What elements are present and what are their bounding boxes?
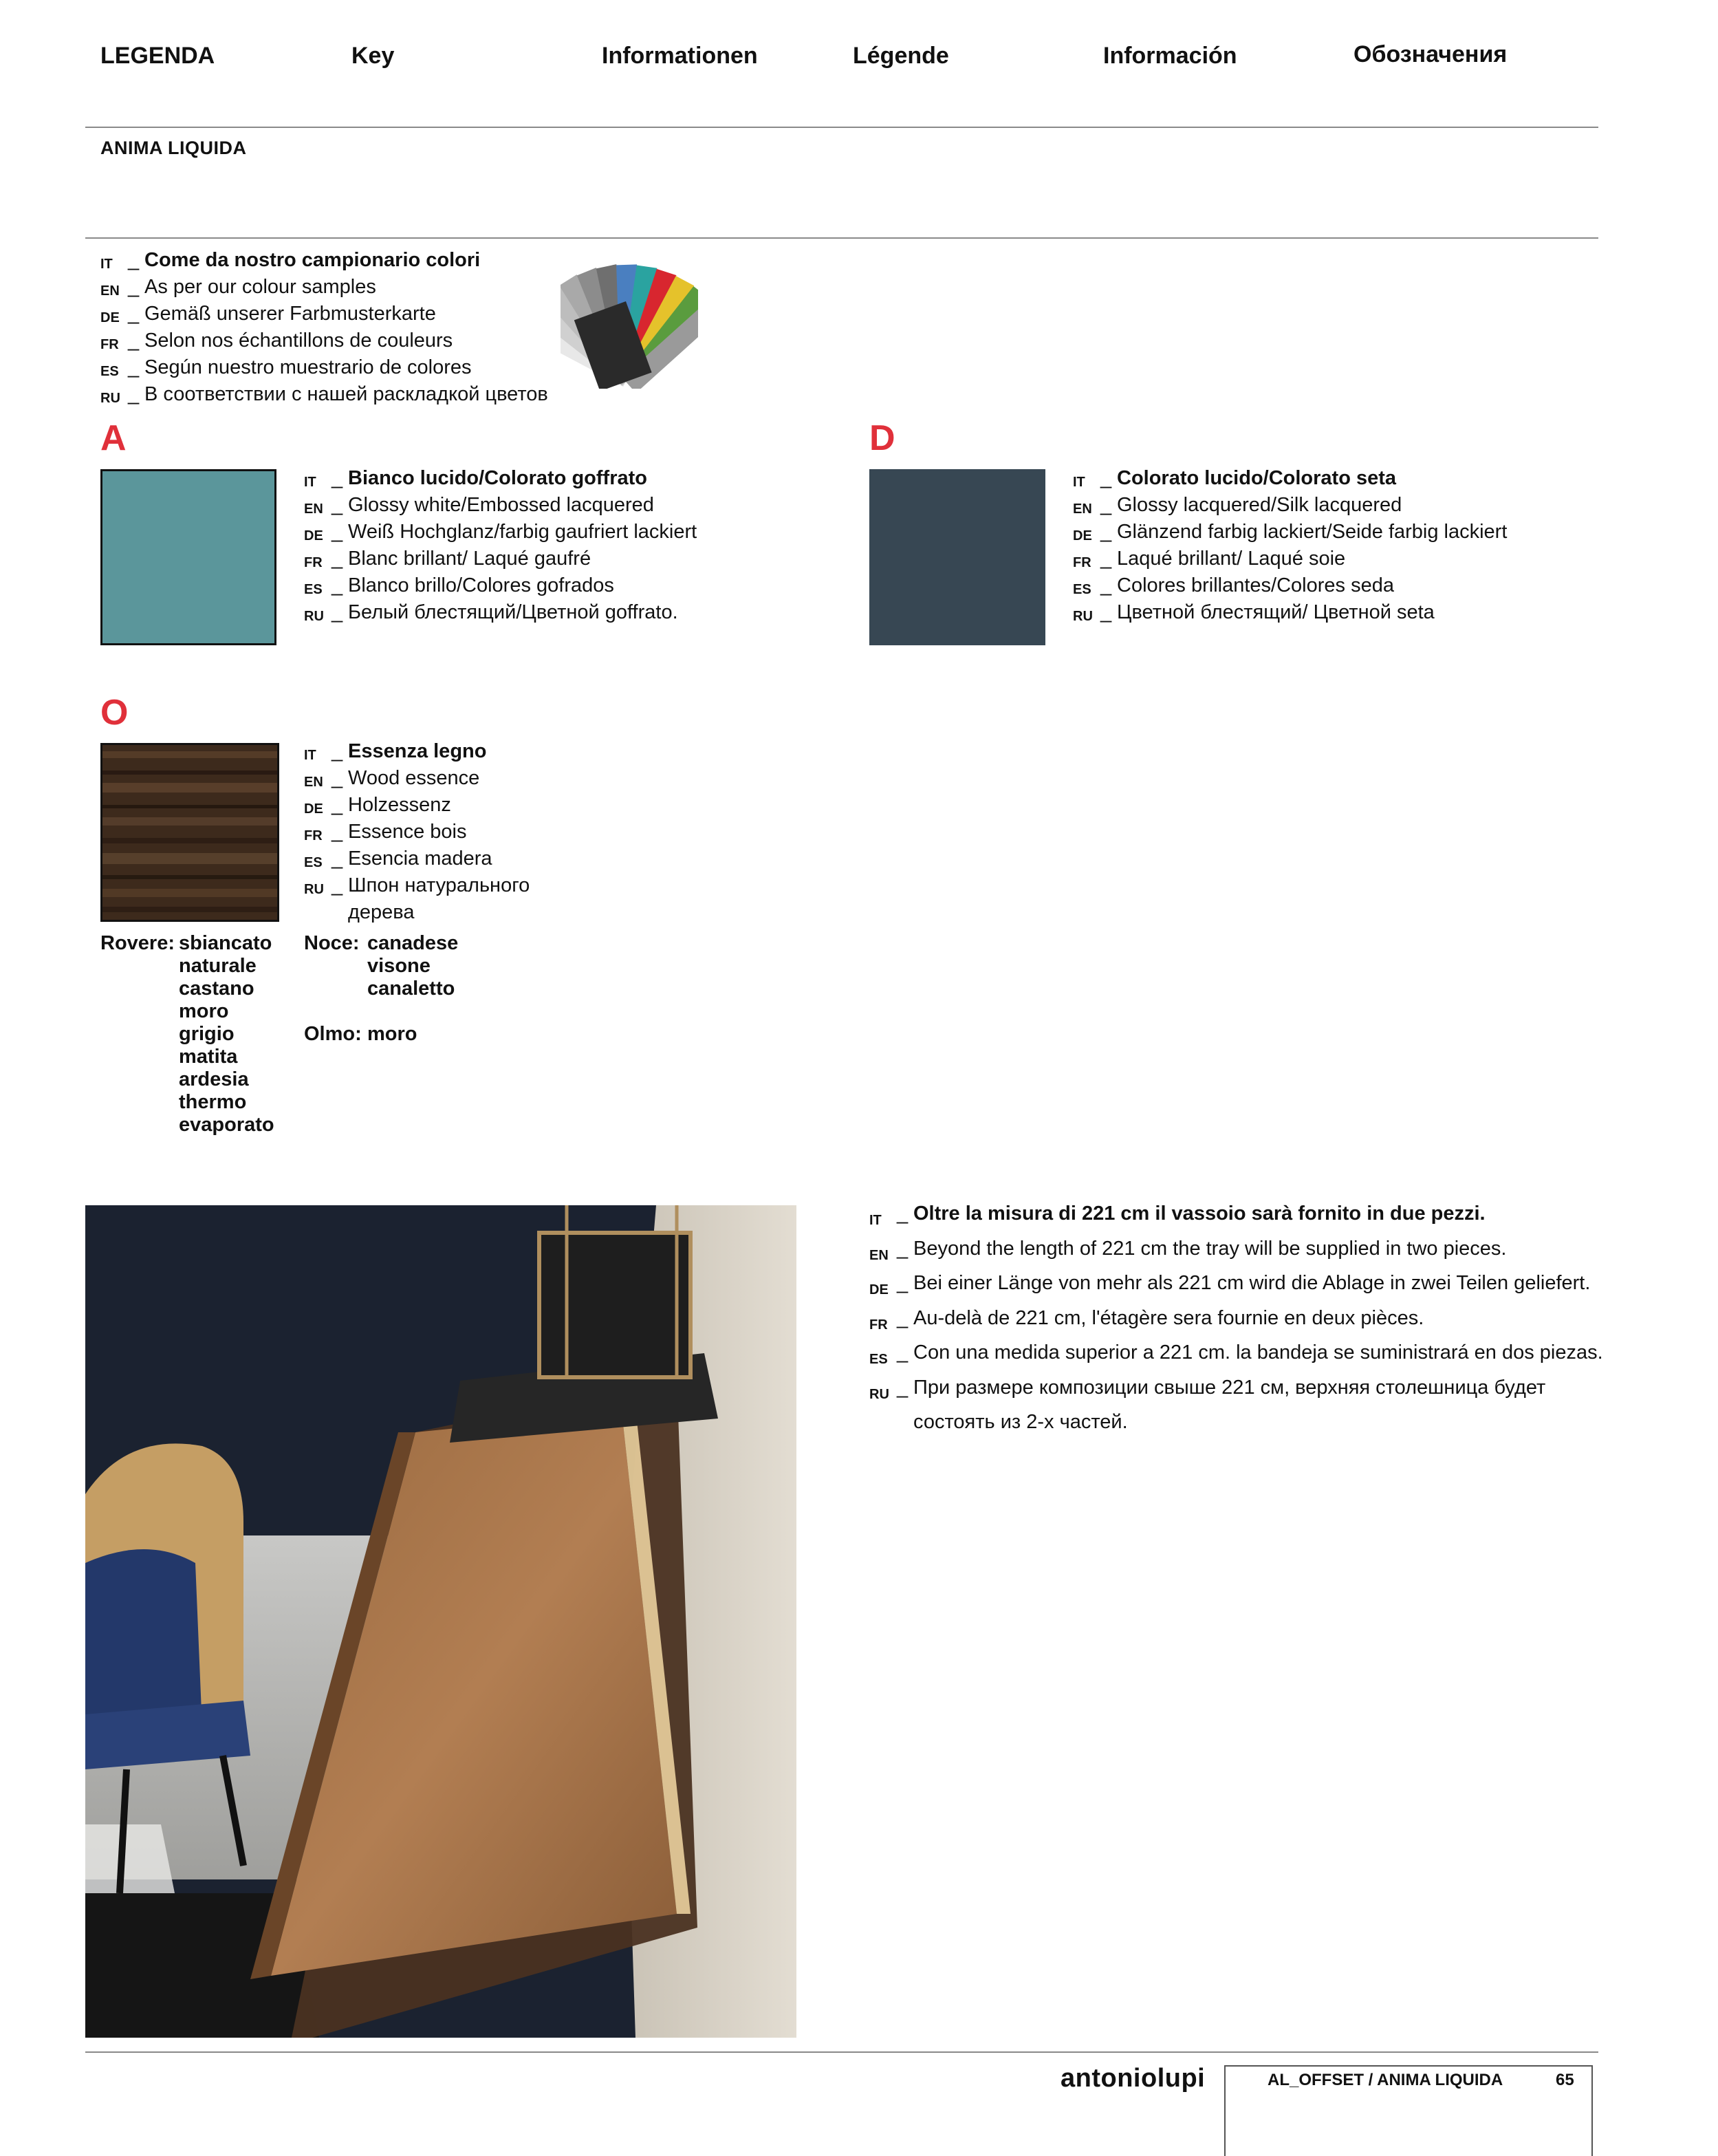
category-o-line-ru: RU _ Шпон натурального	[304, 874, 530, 897]
category-o-line-en: EN _ Wood essence	[304, 767, 480, 790]
category-d-line-de: DE _ Glänzend farbig lackiert/Seide farbig lackiert	[1073, 521, 1508, 543]
category-a-line-it: IT _ Bianco lucido/Colorato goffrato	[304, 467, 647, 490]
footer-collection: AL_OFFSET / ANIMA LIQUIDA	[1268, 2071, 1503, 2089]
category-d-swatch	[869, 469, 1045, 645]
tray-note-line-fr: FR _ Au-delà de 221 cm, l'étagère sera fournie en deux pièces.	[869, 1306, 1424, 1333]
rovere-item: evaporato	[179, 1114, 274, 1136]
tray-note-line-ru-cont: состоять из 2-х частей.	[913, 1411, 1128, 1433]
category-a-line-ru: RU _ Белый блестящий/Цветной goffrato.	[304, 601, 678, 624]
rovere-item: thermo	[179, 1091, 247, 1113]
rovere-label: Rovere:	[100, 932, 175, 954]
rovere-item: grigio	[179, 1023, 235, 1045]
olmo-item: moro	[367, 1023, 417, 1045]
olmo-variants	[304, 1023, 417, 1046]
category-d-line-ru: RU _ Цветной блестящий/ Цветной seta	[1073, 601, 1435, 624]
header-col-it: LEGENDA	[100, 43, 215, 69]
category-o-letter: O	[100, 693, 129, 733]
category-a-line-fr: FR _ Blanc brillant/ Laqué gaufré	[304, 548, 591, 570]
rovere-item: sbiancato	[179, 932, 272, 954]
header-col-fr: Légende	[853, 43, 949, 69]
product-photo	[85, 1205, 796, 2038]
tray-note-line-de: DE _ Bei einer Länge von mehr als 221 cm wird die Ablage in zwei Teilen geliefert.	[869, 1272, 1591, 1297]
rovere-item: moro	[179, 1000, 229, 1022]
rovere-variants	[100, 932, 274, 1136]
category-o-list	[304, 740, 530, 924]
category-a-swatch	[100, 469, 276, 645]
category-d-letter: D	[869, 418, 895, 458]
section-title: ANIMA LIQUIDA	[100, 138, 247, 158]
colour-samples-line-de: DE _ Gemäß unserer Farbmusterkarte	[100, 303, 436, 325]
tray-note-line-ru: RU _ При размере композиции свыше 221 см, верхняя столешница будет	[869, 1376, 1546, 1402]
category-o-line-ru-cont: дерева	[348, 901, 415, 923]
colour-samples-list	[100, 249, 548, 410]
brand-logo: antoniolupi	[1061, 2064, 1206, 2093]
noce-item: canadese	[367, 932, 459, 954]
tray-note-line-it: IT _ Oltre la misura di 221 cm il vassoio sarà fornito in due pezzi.	[869, 1203, 1486, 1228]
category-d-line-en: EN _ Glossy lacquered/Silk lacquered	[1073, 494, 1402, 517]
tray-note-line-es: ES _ Con una medida superior a 221 cm. la bandeja se suministrará en dos piezas.	[869, 1341, 1603, 1367]
category-a-letter: A	[100, 418, 127, 458]
rovere-item: ardesia	[179, 1068, 249, 1090]
colour-samples-line-fr: FR _ Selon nos échantillons de couleurs	[100, 330, 453, 352]
header-col-ru: Обозначения	[1353, 41, 1508, 67]
rovere-item: matita	[179, 1046, 238, 1068]
noce-item: canaletto	[367, 978, 455, 1000]
olmo-label: Olmo:	[304, 1023, 362, 1045]
category-a-list	[304, 467, 697, 628]
category-d-list	[1073, 467, 1507, 628]
colour-samples-line-en: EN _ As per our colour samples	[100, 276, 376, 299]
header-col-de: Informationen	[602, 43, 758, 69]
colour-samples-line-it: IT _ Come da nostro campionario colori	[100, 249, 481, 272]
category-o-wood-swatch	[100, 743, 279, 922]
header-col-en: Key	[351, 43, 395, 69]
rovere-item: naturale	[179, 955, 257, 977]
header-divider	[85, 127, 1598, 128]
category-d-line-fr: FR _ Laqué brillant/ Laqué soie	[1073, 548, 1346, 570]
category-o-line-it: IT _ Essenza legno	[304, 740, 487, 763]
category-o-line-fr: FR _ Essence bois	[304, 821, 467, 843]
category-o-line-es: ES _ Esencia madera	[304, 848, 492, 870]
rovere-item: castano	[179, 978, 254, 1000]
noce-label: Noce:	[304, 932, 360, 954]
category-a-line-de: DE _ Weiß Hochglanz/farbig gaufriert lackiert	[304, 521, 697, 543]
header-col-es: Información	[1103, 43, 1237, 69]
category-d-line-it: IT _ Colorato lucido/Colorato seta	[1073, 467, 1397, 490]
footer-divider	[85, 2051, 1598, 2053]
category-d-line-es: ES _ Colores brillantes/Colores seda	[1073, 574, 1394, 597]
category-a-line-es: ES _ Blanco brillo/Colores gofrados	[304, 574, 614, 597]
colour-fan-image	[561, 248, 698, 389]
tray-note-line-en: EN _ Beyond the length of 221 cm the tray will be supplied in two pieces.	[869, 1237, 1507, 1263]
tray-note-list	[869, 1200, 1603, 1436]
category-a-line-en: EN _ Glossy white/Embossed lacquered	[304, 494, 654, 517]
category-o-line-de: DE _ Holzessenz	[304, 794, 451, 817]
page-number: 65	[1556, 2071, 1574, 2089]
noce-item: visone	[367, 955, 431, 977]
colour-samples-line-ru: RU _ В соответствии с нашей раскладкой цветов	[100, 383, 548, 406]
noce-variants	[304, 932, 458, 1000]
colour-samples-line-es: ES _ Según nuestro muestrario de colores	[100, 356, 472, 379]
section-divider	[85, 237, 1598, 239]
